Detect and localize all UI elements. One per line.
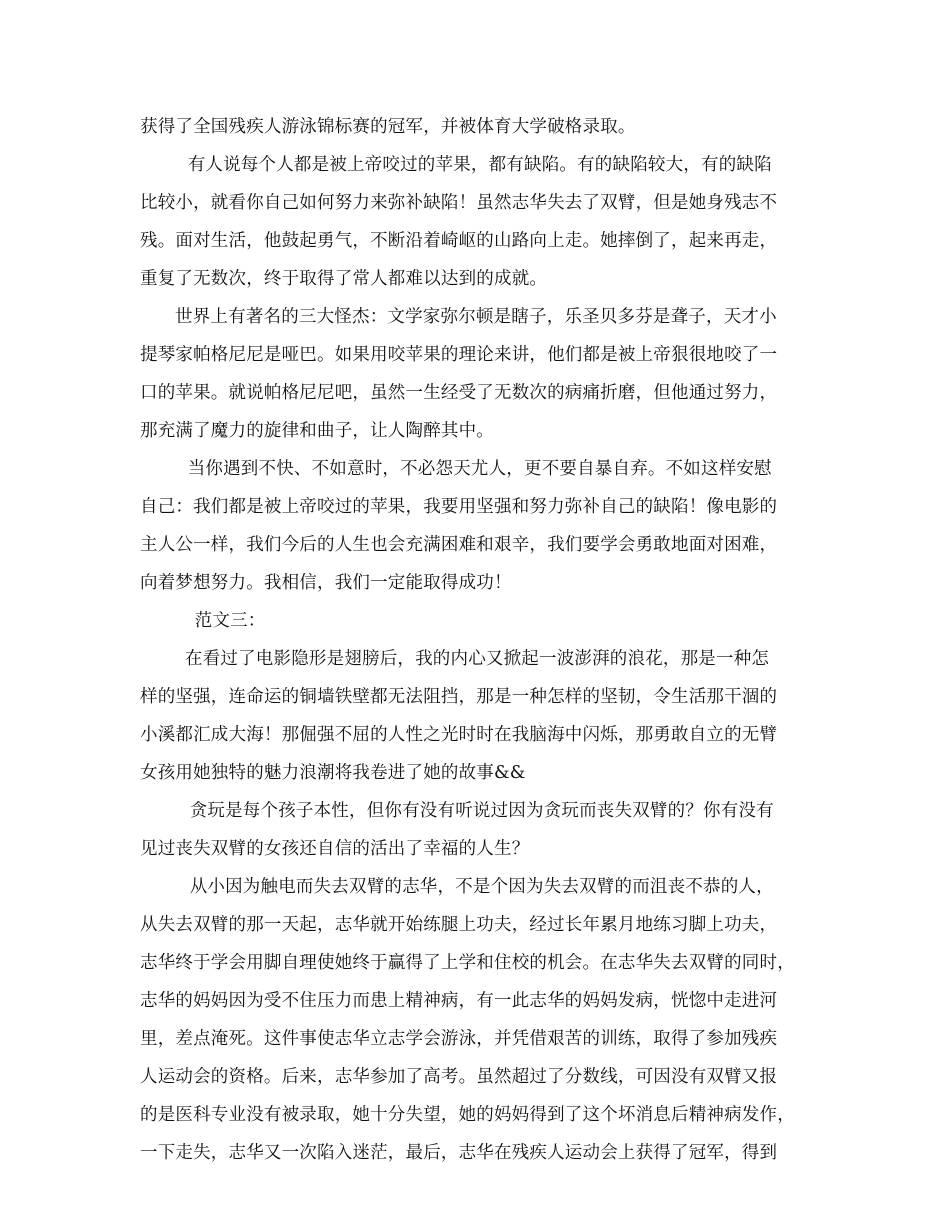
text-line: 志华终于学会用脚自理使她终于赢得了上学和住校的机会。在志华失去双臂的同时， — [140, 953, 795, 973]
text-line: 一下走失，志华又一次陷入迷茫，最后，志华在残疾人运动会上获得了冠军，得到 — [140, 1143, 778, 1163]
text-line: 从小因为触电而失去双臂的志华，不是个因为失去双臂的而沮丧不恭的人， — [172, 877, 774, 897]
text-line: 贪玩是每个孩子本性，但你有没有听说过因为贪玩而丧失双臂的？你有没有 — [172, 801, 774, 821]
text-line: 的是医科专业没有被录取，她十分失望，她的妈妈得到了这个坏消息后精神病发作， — [140, 1105, 795, 1125]
text-line: 自己：我们都是被上帝咬过的苹果，我要用坚强和努力弥补自己的缺陷！像电影的 — [140, 497, 778, 517]
text-line: 口的苹果。就说帕格尼尼吧，虽然一生经受了无数次的病痛折磨，但他通过努力， — [140, 383, 778, 403]
text-line: 残。面对生活，他鼓起勇气，不断沿着崎岖的山路向上走。她摔倒了，起来再走， — [140, 231, 778, 251]
text-line: 主人公一样，我们今后的人生也会充满困难和艰辛，我们要学会勇敢地面对困难， — [140, 535, 778, 555]
text-line: 世界上有著名的三大怪杰：文学家弥尔顿是瞎子，乐圣贝多芬是聋子，天才小 — [175, 307, 777, 327]
text-line: 比较小，就看你自己如何努力来弥补缺陷！虽然志华失去了双臂，但是她身残志不 — [140, 193, 778, 213]
text-line: 样的坚强，连命运的铜墙铁壁都无法阻挡，那是一种怎样的坚韧，令生活那干涸的 — [140, 687, 778, 707]
text-line: 人运动会的资格。后来，志华参加了高考。虽然超过了分数线，可因没有双臂又报 — [140, 1067, 778, 1087]
text-line: 从失去双臂的那一天起，志华就开始练腿上功夫，经过长年累月地练习脚上功夫， — [140, 915, 778, 935]
text-line: 见过丧失双臂的女孩还自信的活出了幸福的人生？ — [140, 839, 530, 859]
text-line: 有人说每个人都是被上帝咬过的苹果，都有缺陷。有的缺陷较大，有的缺陷 — [170, 155, 772, 175]
text-line: 重复了无数次，终于取得了常人都难以达到的成就。 — [140, 269, 548, 289]
text-line: 志华的妈妈因为受不住压力而患上精神病，有一此志华的妈妈发病，恍惚中走进河 — [140, 991, 778, 1011]
text-line: 当你遇到不快、不如意时，不必怨天尤人，更不要自暴自弃。不如这样安慰 — [170, 459, 772, 479]
section-heading: 范文三： — [177, 611, 266, 631]
text-line: 在看过了电影隐形是翅膀后，我的内心又掀起一波澎湃的浪花，那是一种怎 — [185, 649, 770, 669]
text-line: 提琴家帕格尼尼是哑巴。如果用咬苹果的理论来讲，他们都是被上帝狠很地咬了一 — [140, 345, 778, 365]
text-line: 获得了全国残疾人游泳锦标赛的冠军，并被体育大学破格录取。 — [140, 117, 636, 137]
text-line: 那充满了魔力的旋律和曲子，让人陶醉其中。 — [140, 421, 494, 441]
text-line: 向着梦想努力。我相信，我们一定能取得成功！ — [140, 573, 512, 593]
text-line: 女孩用她独特的魅力浪潮将我卷进了她的故事&& — [140, 763, 526, 783]
text-line: 里，差点淹死。这件事使志华立志学会游泳，并凭借艰苦的训练，取得了参加残疾 — [140, 1029, 778, 1049]
text-line: 小溪都汇成大海！那倔强不屈的人性之光时时在我脑海中闪烁，那勇敢自立的无臂 — [140, 725, 778, 745]
